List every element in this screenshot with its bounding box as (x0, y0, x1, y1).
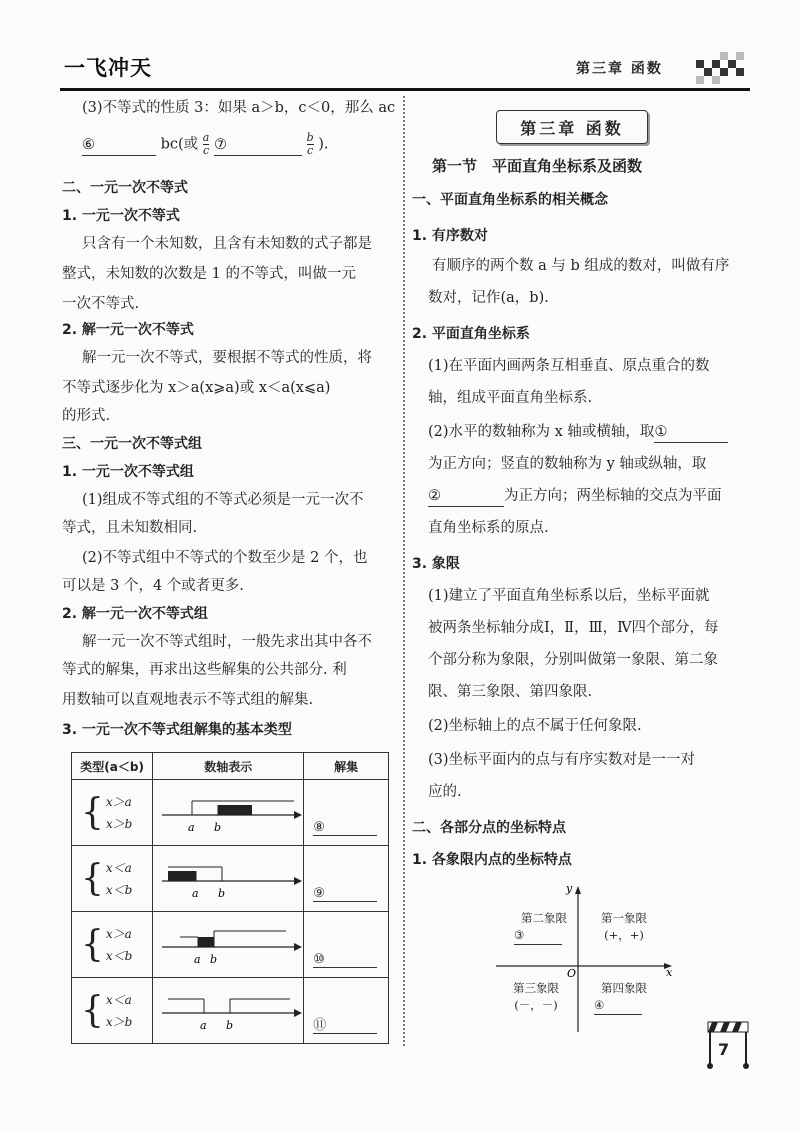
solution-set-table (71, 752, 389, 1044)
quadrant-1: 第一象限 (+，+) (601, 911, 647, 942)
tick-label: b (214, 821, 222, 834)
tick-label: b (210, 953, 218, 966)
paragraph-line: 数对，记作(a，b). (428, 290, 549, 306)
blank-9[interactable]: ⑨ (313, 886, 377, 902)
brand-logo: 一飞冲天 (64, 56, 152, 80)
paragraph-line: 轴，组成平面直角坐标系. (428, 390, 593, 406)
paragraph-line: (3)坐标平面内的点与有序实数对是一一对 (428, 752, 696, 768)
section-title: 一、平面直角坐标系的相关概念 (412, 192, 608, 208)
blank-8[interactable]: ⑧ (313, 820, 377, 836)
table-header: 类型(a＜b) (72, 753, 153, 780)
table-header: 解集 (304, 753, 389, 780)
x-axis-label: x (666, 966, 673, 979)
paragraph-line: 的形式. (62, 408, 111, 424)
section-title-ineq-system: 三、一元一次不等式组 (62, 436, 202, 452)
blank-2[interactable]: ② (428, 486, 504, 507)
paragraph-line: (2)坐标轴上的点不属于任何象限. (428, 718, 642, 734)
paragraph-line: (1)组成不等式组的不等式必须是一元一次不 (82, 492, 364, 508)
number-line (154, 847, 302, 907)
tick-label: b (226, 1019, 234, 1032)
running-header-title: 第三章 函数 (576, 61, 663, 77)
paragraph-line: 个部分称为象限，分别叫做第一象限、第二象 (428, 652, 718, 668)
blank-11[interactable]: ⑪ (313, 1014, 377, 1034)
paragraph-line: 为正方向；竖直的数轴称为 y 轴或纵轴，取 (428, 456, 707, 472)
paragraph-line: (1)在平面内画两条互相垂直、原点重合的数 (428, 358, 710, 374)
fraction-a-c: $\frac{a}{c}$ (202, 131, 210, 157)
paragraph-line: 用数轴可以直观地表示不等式组的解集. (62, 692, 314, 708)
blank-6[interactable]: ⑥ (82, 135, 156, 156)
subsection-title: 3. 一元一次不等式组解集的基本类型 (62, 722, 292, 738)
subsection-title: 1. 有序数对 (412, 228, 488, 244)
subsection-title: 2. 平面直角坐标系 (412, 326, 530, 342)
quadrant-4: 第四象限 ④ (594, 980, 654, 1015)
origin-label: O (567, 967, 577, 980)
quadrant-2: 第二象限 ③ (514, 910, 574, 945)
tick-label: a (200, 1019, 207, 1032)
paragraph-line: 可以是 3 个，4 个或者更多. (62, 578, 244, 594)
ineq-property-3: (3)不等式的性质 3：如果 a＞b，c＜0，那么 ac (82, 100, 396, 116)
y-axis-label: y (566, 882, 573, 895)
paragraph-line: 整式，未知数的次数是 1 的不等式，叫做一元 (62, 266, 356, 282)
number-line (154, 979, 302, 1039)
paragraph-line: 直角坐标系的原点. (428, 520, 549, 536)
paragraph-line: (2)不等式组中不等式的个数至少是 2 个，也 (82, 550, 368, 566)
paragraph-line: (1)建立了平面直角坐标系以后，坐标平面就 (428, 588, 710, 604)
subsection-title: 2. 解一元一次不等式 (62, 322, 194, 338)
tick-label: a (192, 887, 199, 900)
table-row: { x＞a x＜b a b ⑩ (72, 912, 389, 978)
ineq-property-3-cont: ⑥ bc(或 $\frac{a}{c}$ ⑦ $\frac{b}{c}$ ). (82, 131, 329, 157)
column-divider (403, 96, 405, 1046)
paragraph-line: 不等式逐步化为 x＞a(x⩾a)或 x＜a(x⩽a) (62, 380, 331, 396)
blank-3[interactable]: ③ (514, 927, 562, 945)
paragraph-line: 等式的解集，再求出这些解集的公共部分. 利 (62, 662, 347, 678)
paragraph-line: 解一元一次不等式组时，一般先求出其中各不 (82, 634, 372, 650)
subsection-title: 2. 解一元一次不等式组 (62, 606, 208, 622)
table-row: { x＜a x＞b a b ⑪ (72, 978, 389, 1044)
number-line (154, 781, 302, 841)
paragraph-line: 限、第三象限、第四象限. (428, 684, 593, 700)
paragraph-line: 一次不等式. (62, 296, 140, 312)
paragraph-line: (2)水平的数轴称为 x 轴或横轴，取① (428, 422, 728, 443)
paragraph-line: ② 为正方向；两坐标轴的交点为平面 (428, 486, 722, 507)
tick-label: a (188, 821, 195, 834)
section-title-linear-ineq: 二、一元一次不等式 (62, 180, 188, 196)
text-bc: bc(或 (160, 136, 199, 153)
page-number: 7 (718, 1040, 730, 1059)
blank-10[interactable]: ⑩ (313, 952, 377, 968)
paragraph-line: 只含有一个未知数，且含有未知数的式子都是 (82, 236, 372, 252)
blank-4[interactable]: ④ (594, 997, 642, 1015)
paragraph-line: 应的. (428, 784, 462, 800)
table-row: { x＞a x＞b a b ⑧ (72, 780, 389, 846)
header-rule (60, 88, 750, 91)
chapter-title: 第三章 函数 (496, 110, 648, 144)
paragraph-line: 被两条坐标轴分成Ⅰ，Ⅱ，Ⅲ，Ⅳ四个部分，每 (428, 620, 719, 636)
blank-1[interactable]: ① (654, 422, 728, 443)
subsection-title: 1. 一元一次不等式组 (62, 464, 194, 480)
fraction-b-c: $\frac{b}{c}$ (306, 131, 314, 157)
blank-7[interactable]: ⑦ (214, 135, 302, 156)
quadrant-3: 第三象限 (－，－) (513, 981, 559, 1012)
paragraph-line: 有顺序的两个数 a 与 b 组成的数对，叫做有序 (432, 258, 730, 274)
tick-label: b (218, 887, 226, 900)
checker-decoration-icon (696, 52, 744, 84)
section-heading: 第一节 平面直角坐标系及函数 (432, 157, 643, 175)
tick-label: a (194, 953, 201, 966)
table-row: { x＜a x＜b a b ⑨ (72, 846, 389, 912)
table-header: 数轴表示 (153, 753, 304, 780)
subsection-title: 1. 各象限内点的坐标特点 (412, 852, 572, 868)
paragraph-line: 等式，且未知数相同. (62, 520, 198, 536)
subsection-title: 1. 一元一次不等式 (62, 208, 180, 224)
number-line (154, 913, 302, 973)
section-title: 二、各部分点的坐标特点 (412, 820, 566, 836)
subsection-title: 3. 象限 (412, 556, 460, 572)
paragraph-line: 解一元一次不等式，要根据不等式的性质，将 (82, 350, 372, 366)
